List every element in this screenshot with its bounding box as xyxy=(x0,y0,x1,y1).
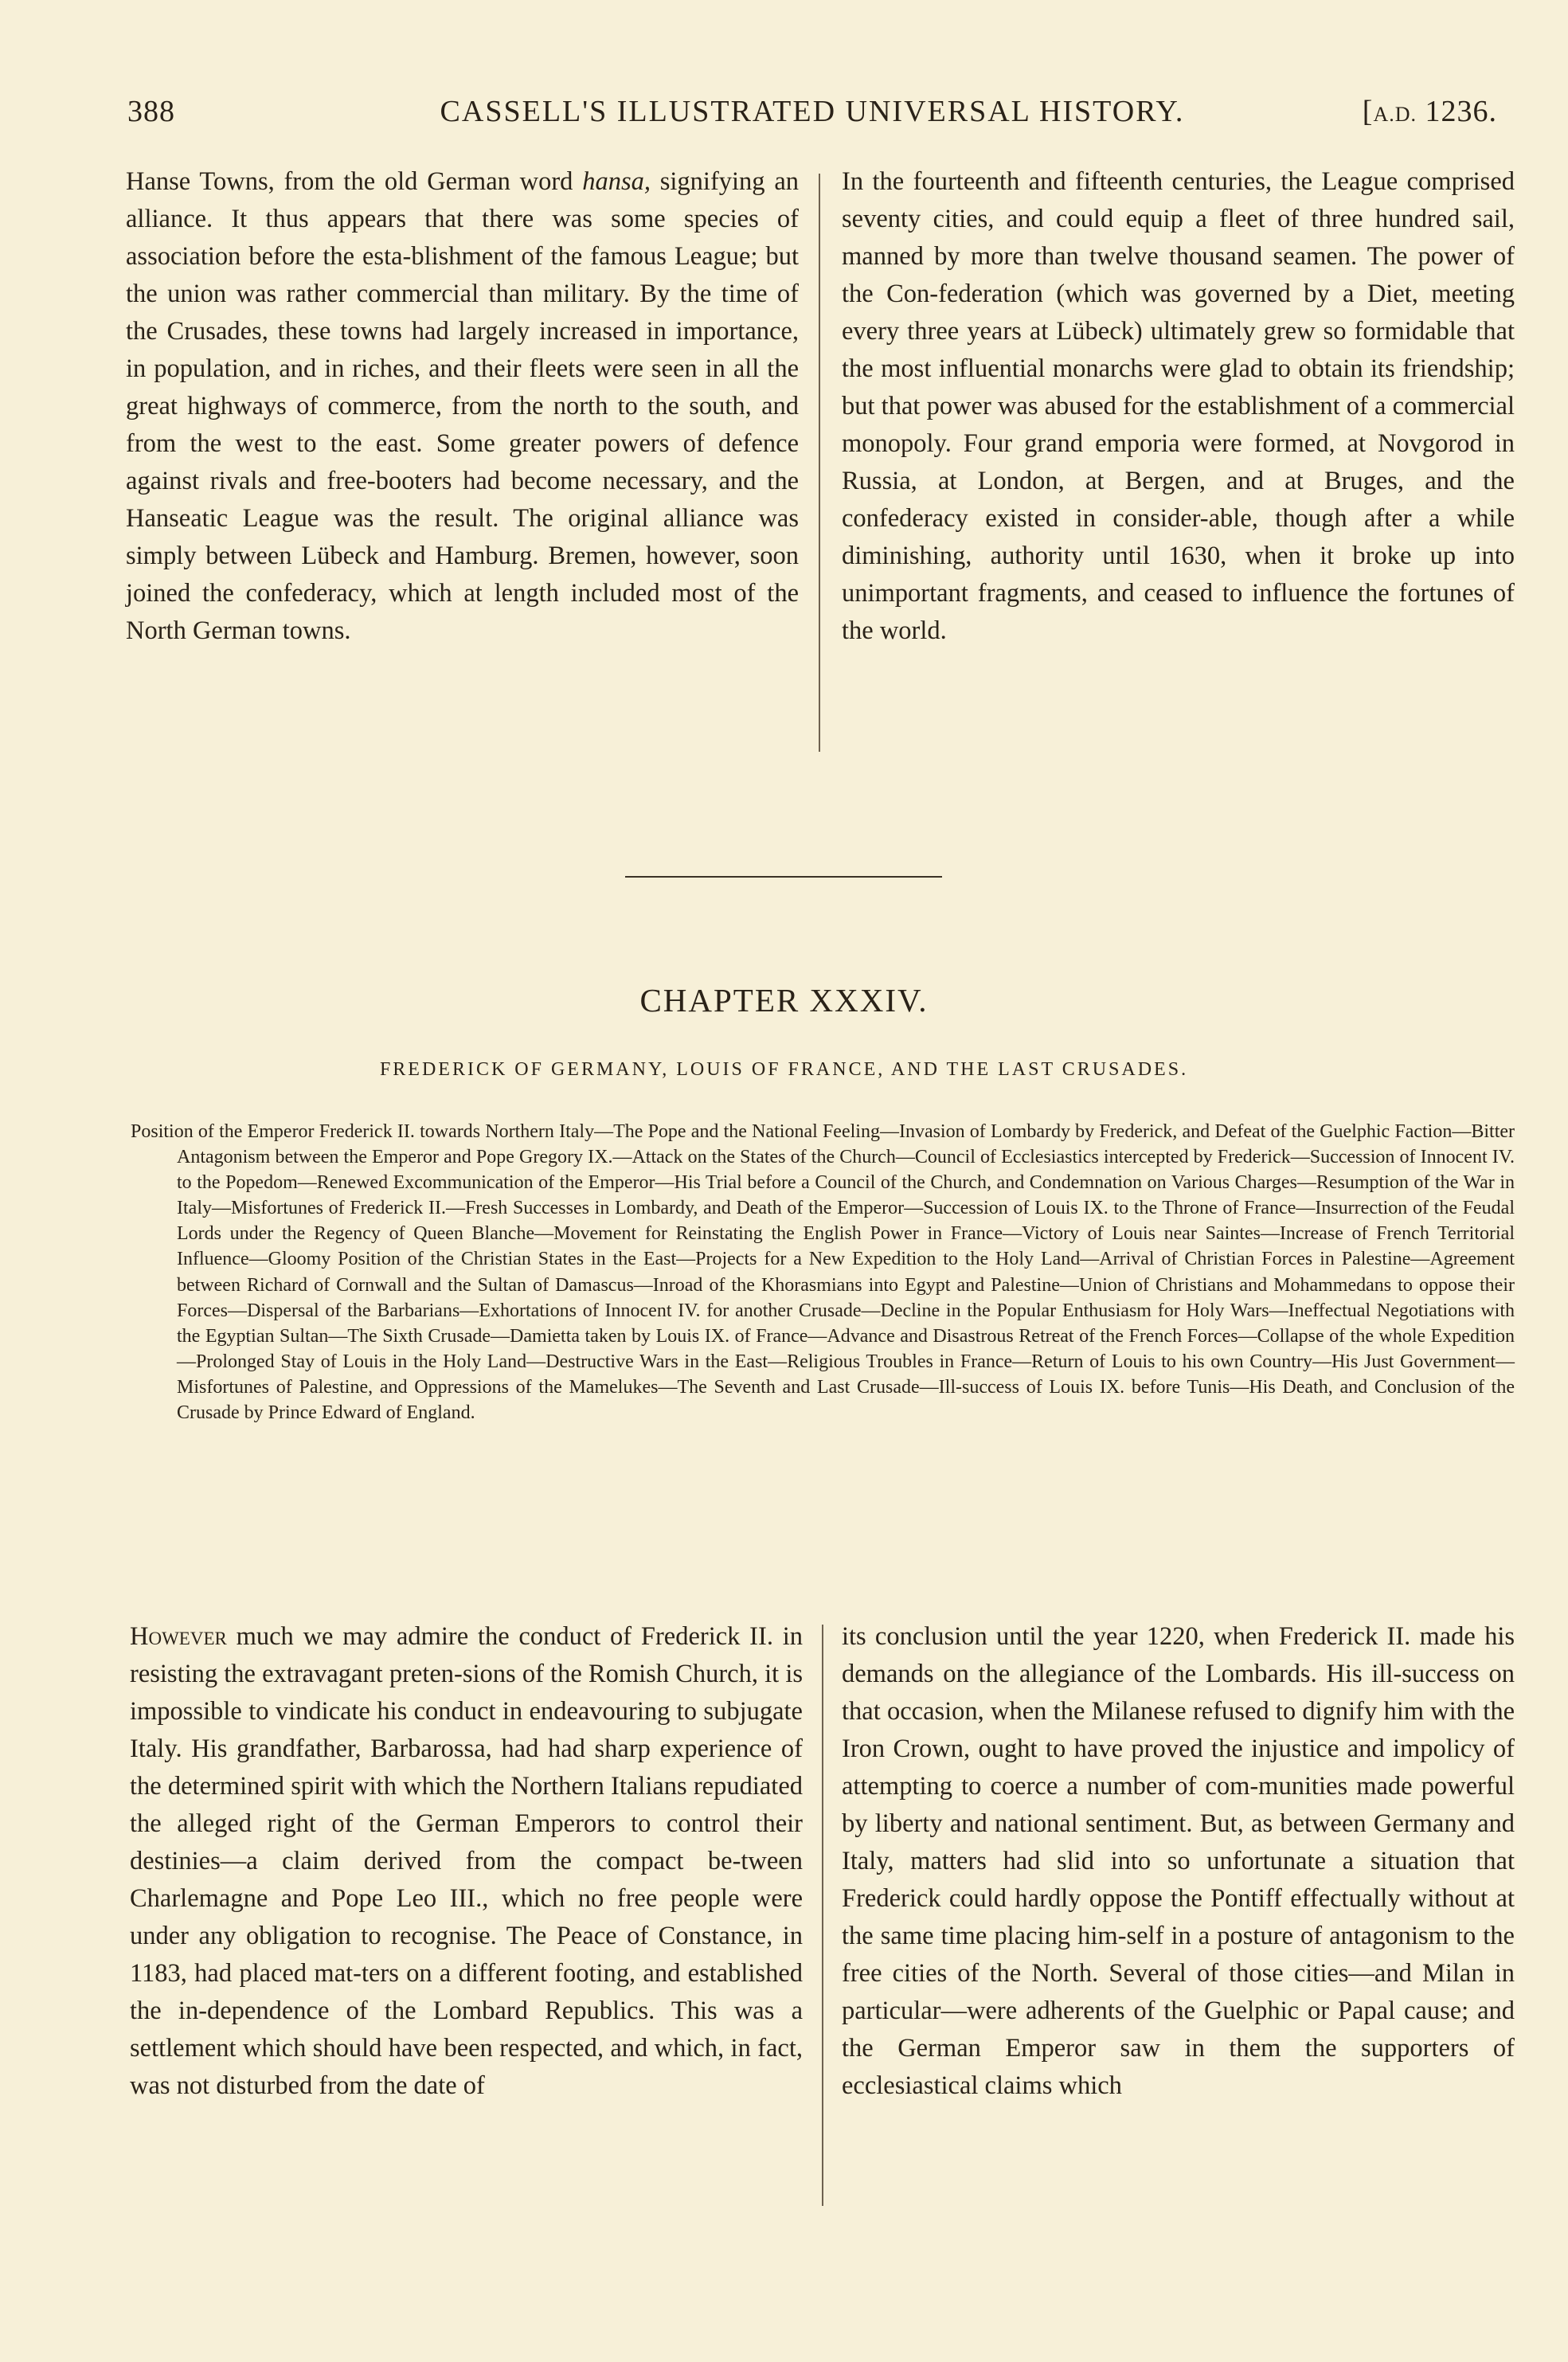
running-head xyxy=(127,94,1497,142)
column-divider-bottom xyxy=(822,1625,823,2206)
running-title: CASSELL'S ILLUSTRATED UNIVERSAL HISTORY. xyxy=(440,95,1185,128)
opening-word: However xyxy=(130,1622,227,1651)
bottom-right-column xyxy=(842,1618,1515,2105)
date-year: 1236. xyxy=(1425,95,1497,128)
column-divider-top xyxy=(819,174,820,752)
synopsis-text: Position of the Emperor Frederick II. towards Northern Italy—The Pope and the National Feeling—Invasion of Lombardy by Frederick, and Defeat of the Guelphic Faction—Bitter Antagonism between the Emperor and Pope Gregory IX.—Attack on the States of the Church—Council of Ecclesiastics intercepted by Frederick—Succession of Innocent IV. to the Popedom—Renewed Excommunication of the Emperor—His Trial before a Council of the Church, and Condemnation on Various Charges—Resumption of the War in Italy—Misfortunes of Frederick II.—Fresh Successes in Lombardy, and Death of the Emperor—Succession of Louis IX. to the Throne of France—Insurrection of the Feudal Lords under the Regency of Queen Blanche—Movement for Reinstating the English Power in France—Victory of Louis near Saintes—Increase of French Territorial Influence—Gloomy Position of the Christian States in the East—Projects for a New Expedition to the Holy Land—Arrival of Christian Forces in Palestine—Agreement between Richard of Cornwall and the Sultan of Damascus—Inroad of the Khorasmians into Egypt and Palestine—Union of Christians and Mohammedans to oppose their Forces—Dispersal of the Barbarians—Exhortations of Innocent IV. for another Crusade—Decline in the Popular Enthusiasm for Holy Wars—Ineffectual Negotiations with the Egyptian Sultan—The Sixth Crusade—Damietta taken by Louis IX. of France—Advance and Disastrous Retreat of the French Forces—Collapse of the whole Expedition—Prolonged Stay of Louis in the Holy Land—Destructive Wars in the East—Religious Troubles in France—Return of Louis to his own Country—His Just Government—Misfortunes of Palestine, and Oppressions of the Mamelukes—The Seventh and Last Crusade—Ill-success of Louis IX. before Tunis—His Death, and Conclusion of the Crusade by Prince Edward of England. xyxy=(131,1121,1515,1424)
date-bracket: [ xyxy=(1362,95,1374,128)
top-right-column xyxy=(842,163,1515,650)
text-before-italic: Hanse Towns, from the old German word xyxy=(126,167,583,196)
chapter-synopsis xyxy=(131,1119,1515,1425)
top-right-paragraph: In the fourteenth and fifteenth centuries, the League comprised seventy cities, and could equip a fleet of three hundred sail, manned by more than twelve thousand seamen. The power of the Con-federation (which was governed by a Diet, meeting every three years at Lübeck) ultimately grew so formidable that the most influential monarchs were glad to obtain its friendship; but that power was abused for the establishment of a commercial monopoly. Four grand emporia were formed, at Novgorod in Russia, at London, at Bergen, and at Bruges, and the confederacy existed in consider-able, though after a while diminishing, authority until 1630, when it broke up into unimportant fragments, and ceased to influence the fortunes of the world. xyxy=(842,167,1515,645)
bottom-left-column xyxy=(130,1618,803,2105)
bottom-left-text: much we may admire the conduct of Frederick II. in resisting the extravagant preten-sions of the Romish Church, it is impossible to vindicate his conduct in endeavouring to subjugate Italy. His grandfather, Barbarossa, had had sharp experience of the determined spirit with which the Northern Italians repudiated the alleged right of the German Emperors to control their destinies—a claim derived from the compact be-tween Charlemagne and Pope Leo III., which no free people were under any obligation to recognise. The Peace of Constance, in 1183, had placed mat-ters on a different footing, and established the in-dependence of the Lombard Republics. This was a settlement which should have been respected, and which, in fact, was not disturbed from the date of xyxy=(130,1622,803,2100)
chapter-title: CHAPTER XXXIV. xyxy=(639,982,929,1019)
top-left-paragraph xyxy=(126,163,799,650)
bottom-right-paragraph: its conclusion until the year 1220, when Frederick II. made his demands on the allegiance of the Lombards. His ill-success on that occasion, when the Milanese refused to dignify him with the Iron Crown, ought to have proved the injustice and impolicy of attempting to coerce a number of com-munities made powerful by liberty and national sentiment. But, as between Germany and Italy, matters had slid into so unfortunate a situation that Frederick could hardly oppose the Pontiff effectually without at the same time placing him-self in a posture of antagonism to the free cities of the North. Several of those cities—and Milan in particular—were adherents of the Guelphic or Papal cause; and the German Emperor saw in them the supporters of ecclesiastical claims which xyxy=(842,1622,1515,2100)
text-after-italic: signifying an alliance. It thus appears that there was some species of association before the esta-blishment of the famous League; but the union was rather commercial than military. By the time of the Crusades, these towns had largely increased in importance, in population, and in riches, and their fleets were seen in all the great highways of commerce, from the north to the south, and from the west to the east. Some greater powers of defence against rivals and free-booters had become necessary, and the Hanseatic League was the result. The original alliance was simply between Lübeck and Hamburg. Bremen, however, soon joined the confederacy, which at length included most of the North German towns. xyxy=(126,167,799,645)
section-rule xyxy=(625,876,942,878)
italic-word-hansa: hansa, xyxy=(582,167,651,196)
date-era: A.D. xyxy=(1373,103,1417,126)
top-left-column xyxy=(126,163,799,650)
page-number: 388 xyxy=(127,95,175,128)
bottom-left-paragraph xyxy=(130,1618,803,2105)
running-date xyxy=(1363,94,1497,129)
chapter-subtitle: FREDERICK OF GERMANY, LOUIS OF FRANCE, AND THE LAST CRUSADES. xyxy=(379,1059,1189,1080)
